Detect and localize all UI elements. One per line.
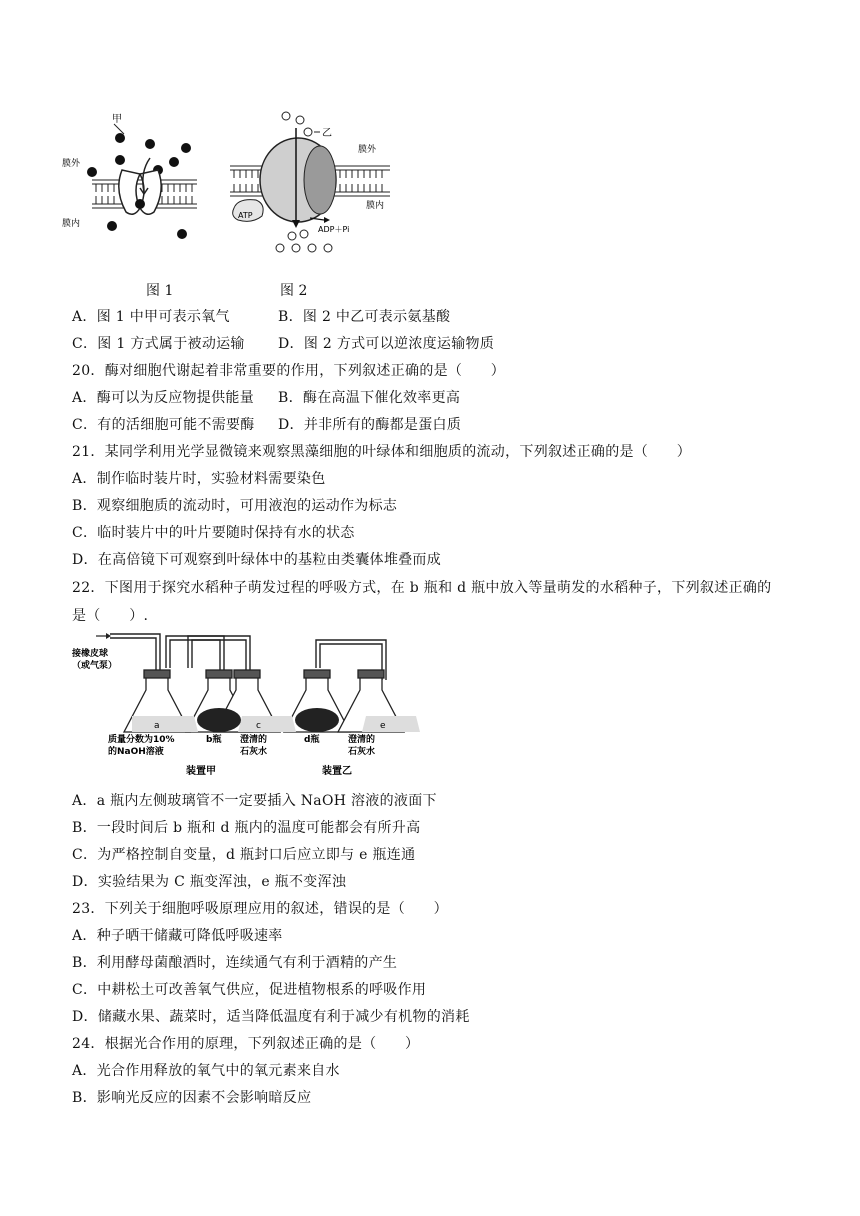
q19-option-a: A．图 1 中甲可表示氧气 xyxy=(72,309,230,325)
q20-options-row-2 xyxy=(72,414,462,434)
q20-stem: 20．酶对细胞代谢起着非常重要的作用，下列叙述正确的是（ ） xyxy=(72,363,506,379)
q23-option-c: C．中耕松土可改善氧气供应，促进植物根系的呼吸作用 xyxy=(72,982,427,998)
q19-options-row-1 xyxy=(72,306,451,326)
flask-b-label: b瓶 xyxy=(206,735,222,745)
q22-stem-line-2: 是（ ）. xyxy=(72,608,149,624)
respiration-apparatus-diagram xyxy=(72,628,414,778)
q22-option-c: C．为严格控制自变量，d 瓶封口后应立即与 e 瓶连通 xyxy=(72,847,416,863)
q20-option-b: B．酶在高温下催化效率更高 xyxy=(278,390,461,406)
q20-option-a: A．酶可以为反应物提供能量 xyxy=(72,390,255,406)
naoh-label-2: 的NaOH溶液 xyxy=(108,747,164,757)
q19-option-c: C．图 1 方式属于被动运输 xyxy=(72,336,245,352)
flask-c-label: c xyxy=(256,721,261,731)
q19-option-d: D．图 2 方式可以逆浓度运输物质 xyxy=(278,336,495,352)
q22-stem-line-1: 22．下图用于探究水稻种子萌发过程的呼吸方式，在 b 瓶和 d 瓶中放入等量萌发的水稻种子，下列叙述正确的 xyxy=(72,580,772,596)
q21-option-d: D．在高倍镜下可观察到叶绿体中的基粒由类囊体堆叠而成 xyxy=(72,552,442,568)
q21-option-a: A．制作临时装片时，实验材料需要染色 xyxy=(72,471,326,487)
figure-2-caption: 图 2 xyxy=(280,283,308,299)
q22-option-a: A．a 瓶内左侧玻璃管不一定要插入 NaOH 溶液的液面下 xyxy=(72,793,437,809)
q21-stem: 21．某同学利用光学显微镜来观察黑藻细胞的叶绿体和细胞质的流动，下列叙述正确的是（ ） xyxy=(72,444,692,460)
q21-option-c: C．临时装片中的叶片要随时保持有水的状态 xyxy=(72,525,355,541)
flask-e-label: e xyxy=(380,721,386,731)
pump-label: 接橡皮球 xyxy=(72,649,109,659)
pump-label-2: （或气泵） xyxy=(72,661,118,671)
q23-stem: 23．下列关于细胞呼吸原理应用的叙述，错误的是（ ） xyxy=(72,901,448,917)
q22-option-b: B．一段时间后 b 瓶和 d 瓶内的温度可能都会有所升高 xyxy=(72,820,421,836)
q19-option-b: B．图 2 中乙可表示氨基酸 xyxy=(278,309,451,325)
q19-options-row-2 xyxy=(72,333,495,353)
fig2-label-outside: 膜外 xyxy=(358,145,377,155)
q24-option-a: A．光合作用释放的氧气中的氧元素来自水 xyxy=(72,1063,340,1079)
setup-yi-label: 装置乙 xyxy=(322,766,352,777)
fig2-label-adp: ADP＋Pi xyxy=(318,225,350,234)
figure-1-diagram xyxy=(62,108,212,248)
limewater-e-label-2: 石灰水 xyxy=(348,747,376,757)
q23-option-b: B．利用酵母菌酿酒时，连续通气有利于酒精的产生 xyxy=(72,955,398,971)
limewater-e-label-1: 澄清的 xyxy=(348,735,376,745)
q24-stem: 24．根据光合作用的原理，下列叙述正确的是（ ） xyxy=(72,1036,420,1052)
q20-option-d: D．并非所有的酶都是蛋白质 xyxy=(278,417,462,433)
setup-jia-label: 装置甲 xyxy=(186,766,216,777)
q22-option-d: D．实验结果为 C 瓶变浑浊，e 瓶不变浑浊 xyxy=(72,874,347,890)
q23-option-d: D．储藏水果、蔬菜时，适当降低温度有利于减少有机物的消耗 xyxy=(72,1009,470,1025)
fig1-label-inside: 膜内 xyxy=(62,219,81,229)
q20-option-c: C．有的活细胞可能不需要酶 xyxy=(72,417,255,433)
q21-option-b: B．观察细胞质的流动时，可用液泡的运动作为标志 xyxy=(72,498,398,514)
figure-2-diagram xyxy=(220,108,400,268)
q23-option-a: A．种子晒干储藏可降低呼吸速率 xyxy=(72,928,283,944)
fig2-label-yi: 乙 xyxy=(322,128,332,139)
figure-1-caption: 图 1 xyxy=(146,283,174,299)
q20-options-row-1 xyxy=(72,387,461,407)
fig1-label-jia: 甲 xyxy=(112,114,122,125)
limewater-c-label-2: 石灰水 xyxy=(240,747,268,757)
naoh-label-1: 质量分数为10% xyxy=(108,735,175,745)
q24-option-b: B．影响光反应的因素不会影响暗反应 xyxy=(72,1090,312,1106)
fig2-label-inside: 膜内 xyxy=(366,201,385,211)
flask-d-label: d瓶 xyxy=(304,735,320,745)
fig2-label-atp: ATP xyxy=(238,211,253,220)
flask-a-label: a xyxy=(154,721,160,731)
limewater-c-label-1: 澄清的 xyxy=(240,735,268,745)
fig1-label-outside: 膜外 xyxy=(62,159,81,169)
